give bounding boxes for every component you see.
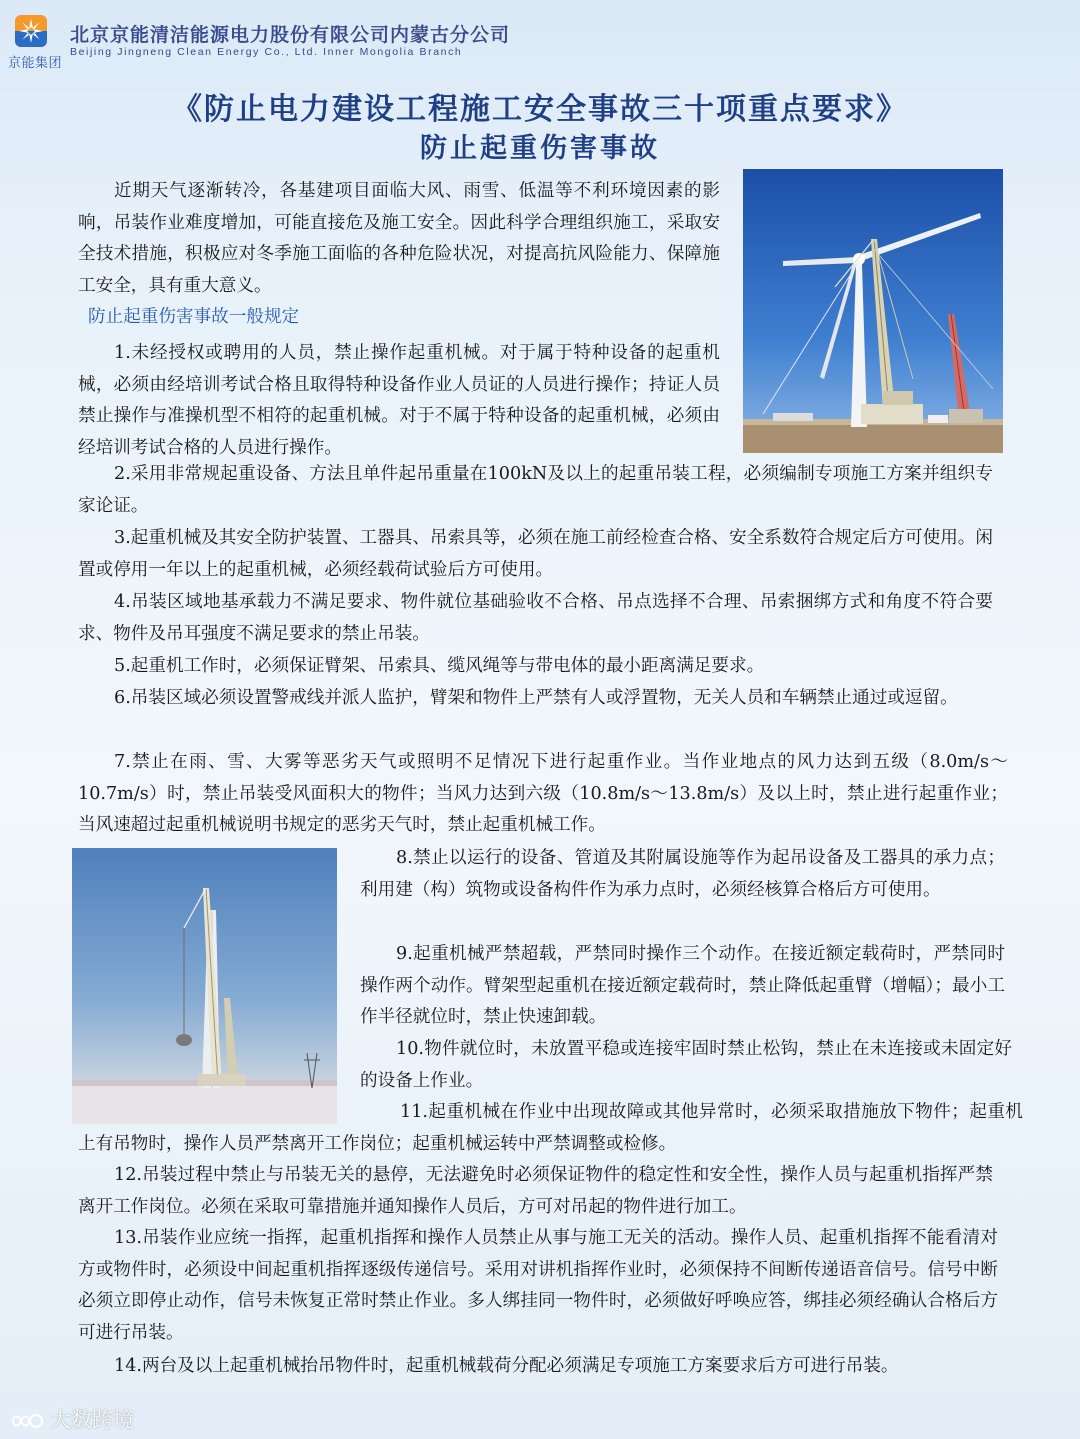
watermark-logo-icon xyxy=(10,1410,46,1432)
watermark xyxy=(10,1404,134,1434)
rule-6: 6.吊装区域必须设置警戒线并派人监护，臂架和物件上严禁有人或浮置物，无关人员和车辆禁止通过或逗留。 xyxy=(114,688,958,708)
watermark-text: 大数跨境 xyxy=(50,1409,134,1432)
rule-2: 2.采用非常规起重设备、方法且单件起吊重量在100kN及以上的起重吊装工程，必须编制专项施工方案并组织专家论证。 xyxy=(78,464,993,516)
rule-5: 5.起重机工作时，必须保证臂架、吊索具、缆风绳等与带电体的最小距离满足要求。 xyxy=(114,656,765,676)
logo-caption: 京能集团 xyxy=(8,55,63,70)
rule-14: 14.两台及以上起重机械抬吊物件时，起重机械载荷分配必须满足专项施工方案要求后方可进行吊装。 xyxy=(114,1356,899,1376)
wind-turbine-crane-photo xyxy=(743,169,1003,453)
rule-12: 12.吊装过程中禁止与吊装无关的悬停，无法避免时必须保证物件的稳定性和安全性，操作人员与起重机指挥严禁离开工作岗位。必须在采取可靠措施并通知操作人员后，方可对吊起的物件进行加工。 xyxy=(78,1165,993,1217)
document-subtitle: 防止起重伤害事故 xyxy=(420,133,660,164)
rule-4: 4.吊装区域地基承载力不满足要求、物件就位基础验收不合格、吊点选择不合理、吊索捆绑方式和角度不符合要求、物件及吊耳强度不满足要求的禁止吊装。 xyxy=(78,592,993,644)
rule-3: 3.起重机械及其安全防护装置、工器具、吊索具等，必须在施工前经检查合格、安全系数符合规定后方可使用。闲置或停用一年以上的起重机械，必须经载荷试验后方可使用。 xyxy=(78,528,993,580)
crane-lifting-photo xyxy=(72,848,337,1124)
rule-7: 7.禁止在雨、雪、大雾等恶劣天气或照明不足情况下进行起重作业。当作业地点的风力达到五级（8.0m/s～10.7m/s）时，禁止吊装受风面积大的物件；当风力达到六级（10.8m/s～13.8m/s）及以上时，禁止进行起重作业；当风速超过起重机械说明书规定的恶劣天气时，禁止起重机械工作。 xyxy=(78,752,1008,835)
company-name-en: Beijing Jingneng Clean Energy Co., Ltd. Inner Mongolia Branch xyxy=(70,46,463,58)
document-title: 《防止电力建设工程施工安全事故三十项重点要求》 xyxy=(172,92,908,127)
section-heading: 防止起重伤害事故一般规定 xyxy=(88,307,300,327)
rule-9: 9.起重机械严禁超载，严禁同时操作三个动作。在接近额定载荷时，严禁同时操作两个动作。臂架型起重机在接近额定载荷时，禁止降低起重臂（增幅）；最小工作半径就位时，禁止快速卸载。 xyxy=(360,944,1005,1027)
intro-paragraph: 近期天气逐渐转冷，各基建项目面临大风、雨雪、低温等不利环境因素的影响，吊装作业难度增加，可能直接危及施工安全。因此科学合理组织施工，采取安全技术措施，积极应对冬季施工面临的各种危险状况，对提高抗风险能力、保障施工安全，具有重大意义。 xyxy=(78,181,720,296)
rule-13: 13.吊装作业应统一指挥，起重机指挥和操作人员禁止从事与施工无关的活动。操作人员、起重机指挥不能看清对方或物件时，必须设中间起重机指挥逐级传递信号。采用对讲机指挥作业时，必须保持不间断传递语音信号。信号中断必须立即停止动作，信号未恢复正常时禁止作业。多人绑挂同一物件时，必须做好呼唤应答，绑挂必须经确认合格后方可进行吊装。 xyxy=(78,1228,998,1343)
company-name-cn: 北京京能清洁能源电力股份有限公司内蒙古分公司 xyxy=(70,25,511,46)
company-logo-icon xyxy=(14,14,48,48)
rule-10: 10.物件就位时，未放置平稳或连接牢固时禁止松钩，禁止在未连接或未固定好的设备上作业。 xyxy=(360,1039,1012,1091)
rule-8: 8.禁止以运行的设备、管道及其附属设施等作为起吊设备及工器具的承力点；利用建（构）筑物或设备构件作为承力点时，必须经核算合格后方可使用。 xyxy=(360,848,1005,900)
header xyxy=(8,10,608,68)
rule-11: 11.起重机械在作业中出现故障或其他异常时，必须采取措施放下物件；起重机上有吊物时，操作人员严禁离开工作岗位；起重机械运转中严禁调整或检修。 xyxy=(78,1102,1023,1154)
rule-1: 1.未经授权或聘用的人员，禁止操作起重机械。对于属于特种设备的起重机械，必须由经培训考试合格且取得特种设备作业人员证的人员进行操作；持证人员禁止操作与准操机型不相符的起重机械。对于不属于特种设备的起重机械，必须由经培训考试合格的人员进行操作。 xyxy=(78,343,720,458)
